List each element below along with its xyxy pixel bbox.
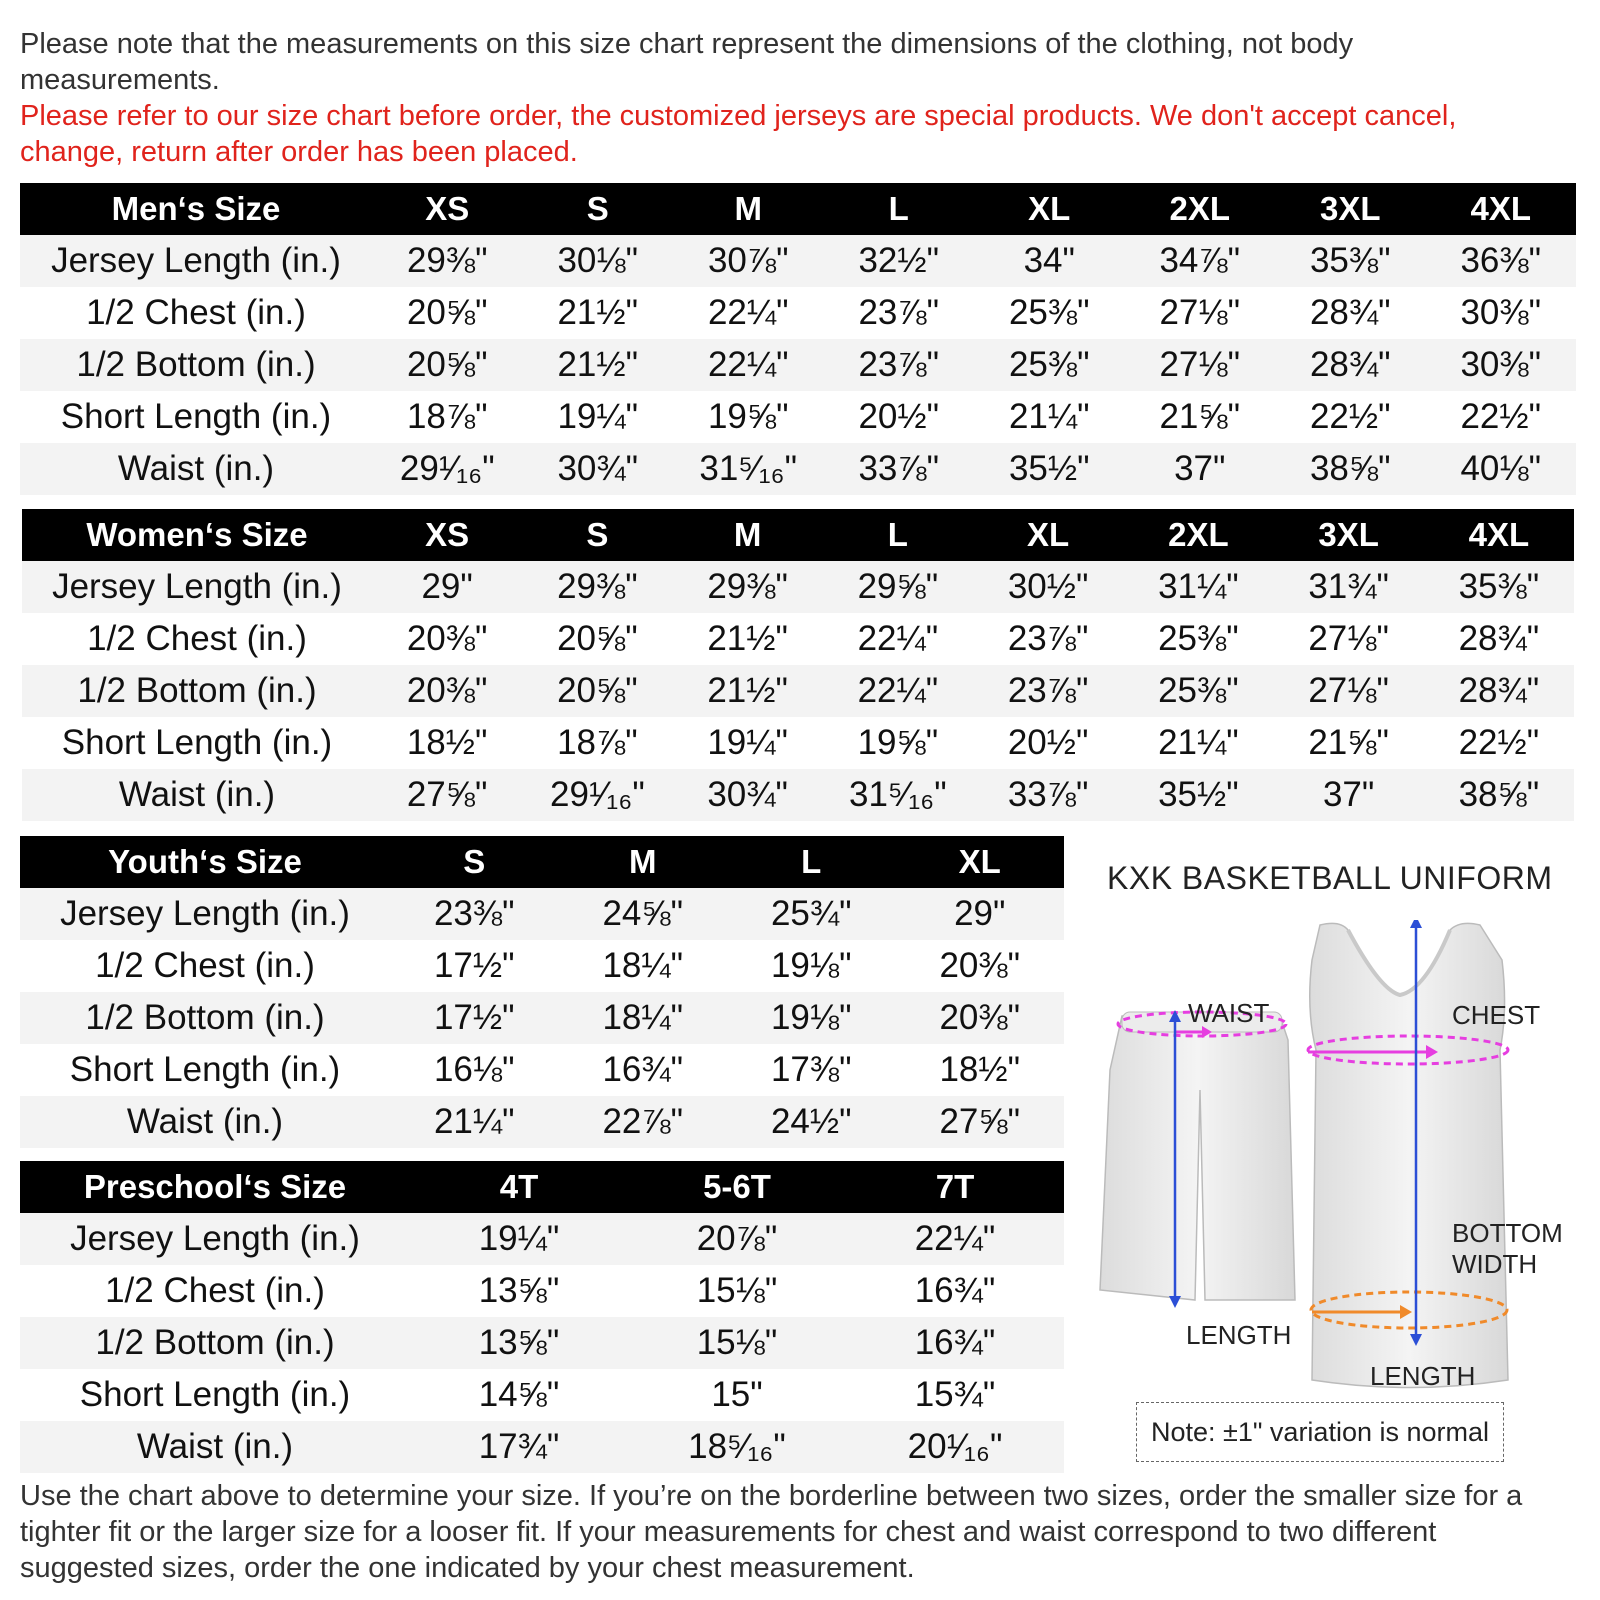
measurement-value: 33⅞" [824, 443, 975, 495]
size-header: S [523, 183, 674, 235]
men-size-table [20, 183, 1576, 495]
measurement-value: 31¼" [1123, 561, 1273, 613]
size-header: L [823, 509, 973, 561]
table-row [20, 1369, 1064, 1421]
measurement-value: 22¼" [673, 339, 824, 391]
size-header: XL [974, 183, 1125, 235]
measurement-value: 30½" [973, 561, 1123, 613]
table-row [20, 443, 1576, 495]
measurement-value: 18⁵⁄₁₆" [628, 1421, 846, 1473]
warning-note: Please refer to our size chart before order, the customized jerseys are special products. We don't accept cancel, change, return after order has been placed. [20, 100, 1457, 168]
measurement-label: Short Length (in.) [20, 1044, 390, 1096]
shorts-length-label: LENGTH [1186, 1320, 1292, 1350]
measurement-value: 15¾" [846, 1369, 1064, 1421]
measurement-value: 22¼" [823, 613, 973, 665]
measurement-value: 21¼" [390, 1096, 559, 1148]
measurement-label: Jersey Length (in.) [22, 561, 372, 613]
measurement-label: 1/2 Bottom (in.) [20, 339, 372, 391]
table-row [20, 1096, 1064, 1148]
measurement-value: 20⅝" [522, 613, 672, 665]
size-header: 4XL [1426, 183, 1577, 235]
table-row [22, 665, 1574, 717]
preschool-size-title: Preschool‘s Size [20, 1161, 410, 1213]
women-size-table [22, 509, 1574, 821]
table-row [20, 1317, 1064, 1369]
measurement-value: 16⅛" [390, 1044, 559, 1096]
measurement-value: 23⅞" [824, 339, 975, 391]
measurement-value: 24½" [727, 1096, 896, 1148]
table-row [22, 561, 1574, 613]
measurement-value: 35½" [974, 443, 1125, 495]
measurement-value: 29⅜" [372, 235, 523, 287]
measurement-value: 34⅞" [1125, 235, 1276, 287]
measurement-value: 22¼" [846, 1213, 1064, 1265]
measurement-value: 30⅛" [523, 235, 674, 287]
measurement-value: 13⅝" [410, 1265, 628, 1317]
measurement-value: 20⅝" [522, 665, 672, 717]
measurement-value: 18¼" [559, 992, 728, 1044]
table-row [20, 1213, 1064, 1265]
measurement-value: 24⅝" [559, 888, 728, 940]
measurement-value: 20⅜" [372, 613, 522, 665]
table-row [20, 1044, 1064, 1096]
measurement-value: 38⅝" [1424, 769, 1574, 821]
measurement-value: 22⅞" [559, 1096, 728, 1148]
size-header: 4XL [1424, 509, 1574, 561]
measurement-value: 29⅝" [823, 561, 973, 613]
measurement-value: 18⅞" [522, 717, 672, 769]
measurement-value: 20⅜" [372, 665, 522, 717]
measurement-value: 25⅜" [974, 339, 1125, 391]
measurement-value: 20⅞" [628, 1213, 846, 1265]
measurement-value: 20⅝" [372, 339, 523, 391]
measurement-value: 29¹⁄₁₆" [372, 443, 523, 495]
measurement-value: 16¾" [846, 1265, 1064, 1317]
measurement-value: 23⅞" [824, 287, 975, 339]
measurement-value: 40⅛" [1426, 443, 1577, 495]
measurement-value: 21¼" [974, 391, 1125, 443]
table-row [20, 1265, 1064, 1317]
measurement-value: 19¼" [673, 717, 823, 769]
waist-label: WAIST [1188, 998, 1270, 1028]
measurement-value: 20⅜" [896, 992, 1065, 1044]
measurement-value: 22½" [1275, 391, 1426, 443]
measurement-value: 32½" [824, 235, 975, 287]
measurement-value: 38⅝" [1275, 443, 1426, 495]
measurement-value: 30¾" [523, 443, 674, 495]
measurement-label: Jersey Length (in.) [20, 235, 372, 287]
measurement-value: 20⅜" [896, 940, 1065, 992]
size-header: M [559, 836, 728, 888]
sizing-advice: Use the chart above to determine your size. If you’re on the borderline between two sizes, order the smaller size for a tighter fit or the larger size for a looser fit. If your measurements for chest and waist correspond to two different suggested sizes, order the one indicated by your chest measurement. [20, 1480, 1523, 1584]
size-header: 3XL [1275, 183, 1426, 235]
measurement-value: 21⅝" [1274, 717, 1424, 769]
size-header: 2XL [1125, 183, 1276, 235]
disclaimer-note: Please note that the measurements on this size chart represent the dimensions of the clothing, not body measurements. [20, 28, 1354, 96]
preschool-size-table [20, 1161, 1064, 1473]
measurement-label: Waist (in.) [20, 1421, 410, 1473]
measurement-value: 23⅞" [973, 613, 1123, 665]
measurement-value: 13⅝" [410, 1317, 628, 1369]
size-header: M [673, 183, 824, 235]
measurement-value: 29⅜" [673, 561, 823, 613]
measurement-label: Jersey Length (in.) [20, 888, 390, 940]
youth-size-table [20, 836, 1064, 1148]
measurement-value: 31¾" [1274, 561, 1424, 613]
measurement-value: 30⅜" [1426, 287, 1577, 339]
table-row [22, 769, 1574, 821]
measurement-value: 27⅛" [1274, 613, 1424, 665]
measurement-label: Waist (in.) [20, 1096, 390, 1148]
size-header: S [522, 509, 672, 561]
size-header: 5-6T [628, 1161, 846, 1213]
measurement-label: 1/2 Chest (in.) [20, 940, 390, 992]
measurement-value: 29⅜" [522, 561, 672, 613]
measurement-label: 1/2 Chest (in.) [20, 287, 372, 339]
measurement-value: 29¹⁄₁₆" [522, 769, 672, 821]
measurement-value: 19⅝" [823, 717, 973, 769]
measurement-value: 33⅞" [973, 769, 1123, 821]
measurement-value: 21½" [673, 665, 823, 717]
measurement-value: 34" [974, 235, 1125, 287]
measurement-label: Waist (in.) [22, 769, 372, 821]
size-header: XL [896, 836, 1065, 888]
size-header: XL [973, 509, 1123, 561]
measurement-value: 16¾" [559, 1044, 728, 1096]
measurement-label: 1/2 Bottom (in.) [20, 1317, 410, 1369]
measurement-label: Jersey Length (in.) [20, 1213, 410, 1265]
measurement-value: 29" [896, 888, 1065, 940]
measurement-value: 27⅛" [1125, 339, 1276, 391]
measurement-value: 21½" [673, 613, 823, 665]
table-row [20, 888, 1064, 940]
measurement-value: 30⅜" [1426, 339, 1577, 391]
measurement-value: 17½" [390, 940, 559, 992]
measurement-value: 20½" [824, 391, 975, 443]
measurement-value: 17¾" [410, 1421, 628, 1473]
bottom-width-label-line2: WIDTH [1452, 1249, 1538, 1279]
measurement-value: 18½" [372, 717, 522, 769]
measurement-value: 19⅛" [727, 940, 896, 992]
measurement-value: 23⅜" [390, 888, 559, 940]
measurement-value: 36⅜" [1426, 235, 1577, 287]
bottom-width-label-line1: BOTTOM [1452, 1218, 1563, 1248]
measurement-value: 30⅞" [673, 235, 824, 287]
measurement-value: 25⅜" [1123, 613, 1273, 665]
chest-label: CHEST [1452, 1000, 1541, 1030]
size-header: 7T [846, 1161, 1064, 1213]
measurement-label: 1/2 Chest (in.) [22, 613, 372, 665]
size-header: L [727, 836, 896, 888]
measurement-value: 21½" [523, 339, 674, 391]
measurement-value: 21¼" [1123, 717, 1273, 769]
uniform-illustration [1080, 920, 1600, 1420]
measurement-value: 22¼" [673, 287, 824, 339]
measurement-value: 16¾" [846, 1317, 1064, 1369]
size-header: M [673, 509, 823, 561]
measurement-value: 19⅝" [673, 391, 824, 443]
measurement-value: 29" [372, 561, 522, 613]
measurement-value: 14⅝" [410, 1369, 628, 1421]
measurement-value: 21½" [523, 287, 674, 339]
measurement-value: 17⅜" [727, 1044, 896, 1096]
measurement-value: 27⅝" [372, 769, 522, 821]
men-size-title: Men‘s Size [20, 183, 372, 235]
measurement-value: 28¾" [1275, 339, 1426, 391]
measurement-value: 15" [628, 1369, 846, 1421]
size-header: XS [372, 509, 522, 561]
measurement-value: 19¼" [410, 1213, 628, 1265]
measurement-value: 15⅛" [628, 1265, 846, 1317]
variation-note: Note: ±1" variation is normal [1136, 1402, 1504, 1462]
measurement-value: 22½" [1426, 391, 1577, 443]
size-header: 2XL [1123, 509, 1273, 561]
measurement-label: Short Length (in.) [20, 1369, 410, 1421]
table-row [22, 717, 1574, 769]
measurement-value: 27⅛" [1125, 287, 1276, 339]
table-row [20, 391, 1576, 443]
size-header: 3XL [1274, 509, 1424, 561]
measurement-value: 35½" [1123, 769, 1273, 821]
measurement-value: 28¾" [1424, 665, 1574, 717]
measurement-value: 27⅛" [1274, 665, 1424, 717]
size-header: XS [372, 183, 523, 235]
measurement-value: 20½" [973, 717, 1123, 769]
measurement-label: Waist (in.) [20, 443, 372, 495]
measurement-value: 22½" [1424, 717, 1574, 769]
measurement-value: 31⁵⁄₁₆" [673, 443, 824, 495]
measurement-value: 17½" [390, 992, 559, 1044]
measurement-value: 28¾" [1275, 287, 1426, 339]
table-row [22, 613, 1574, 665]
measurement-value: 21⅝" [1125, 391, 1276, 443]
measurement-value: 28¾" [1424, 613, 1574, 665]
measurement-value: 25⅜" [1123, 665, 1273, 717]
measurement-value: 18½" [896, 1044, 1065, 1096]
measurement-label: 1/2 Bottom (in.) [22, 665, 372, 717]
size-header: S [390, 836, 559, 888]
measurement-value: 25⅜" [974, 287, 1125, 339]
measurement-value: 18¼" [559, 940, 728, 992]
measurement-label: Short Length (in.) [20, 391, 372, 443]
measurement-value: 20⅝" [372, 287, 523, 339]
measurement-value: 25¾" [727, 888, 896, 940]
measurement-value: 31⁵⁄₁₆" [823, 769, 973, 821]
measurement-value: 27⅝" [896, 1096, 1065, 1148]
measurement-value: 18⅞" [372, 391, 523, 443]
table-row [20, 940, 1064, 992]
size-header: L [824, 183, 975, 235]
table-row [20, 339, 1576, 391]
measurement-value: 22¼" [823, 665, 973, 717]
measurement-value: 37" [1125, 443, 1276, 495]
measurement-value: 35⅜" [1424, 561, 1574, 613]
youth-size-title: Youth‘s Size [20, 836, 390, 888]
shorts-shape [1100, 1012, 1295, 1300]
table-row [20, 287, 1576, 339]
measurement-value: 37" [1274, 769, 1424, 821]
diagram-title: KXK BASKETBALL UNIFORM [1107, 860, 1553, 896]
measurement-value: 35⅜" [1275, 235, 1426, 287]
jersey-length-label: LENGTH [1370, 1361, 1476, 1391]
measurement-value: 15⅛" [628, 1317, 846, 1369]
women-size-title: Women‘s Size [22, 509, 372, 561]
measurement-value: 20¹⁄₁₆" [846, 1421, 1064, 1473]
size-header: 4T [410, 1161, 628, 1213]
measurement-value: 23⅞" [973, 665, 1123, 717]
measurement-value: 19⅛" [727, 992, 896, 1044]
measurement-value: 19¼" [523, 391, 674, 443]
table-row [20, 235, 1576, 287]
measurement-label: 1/2 Bottom (in.) [20, 992, 390, 1044]
measurement-value: 30¾" [673, 769, 823, 821]
uniform-diagram [1080, 850, 1600, 1480]
measurement-label: 1/2 Chest (in.) [20, 1265, 410, 1317]
table-row [20, 992, 1064, 1044]
measurement-label: Short Length (in.) [22, 717, 372, 769]
table-row [20, 1421, 1064, 1473]
